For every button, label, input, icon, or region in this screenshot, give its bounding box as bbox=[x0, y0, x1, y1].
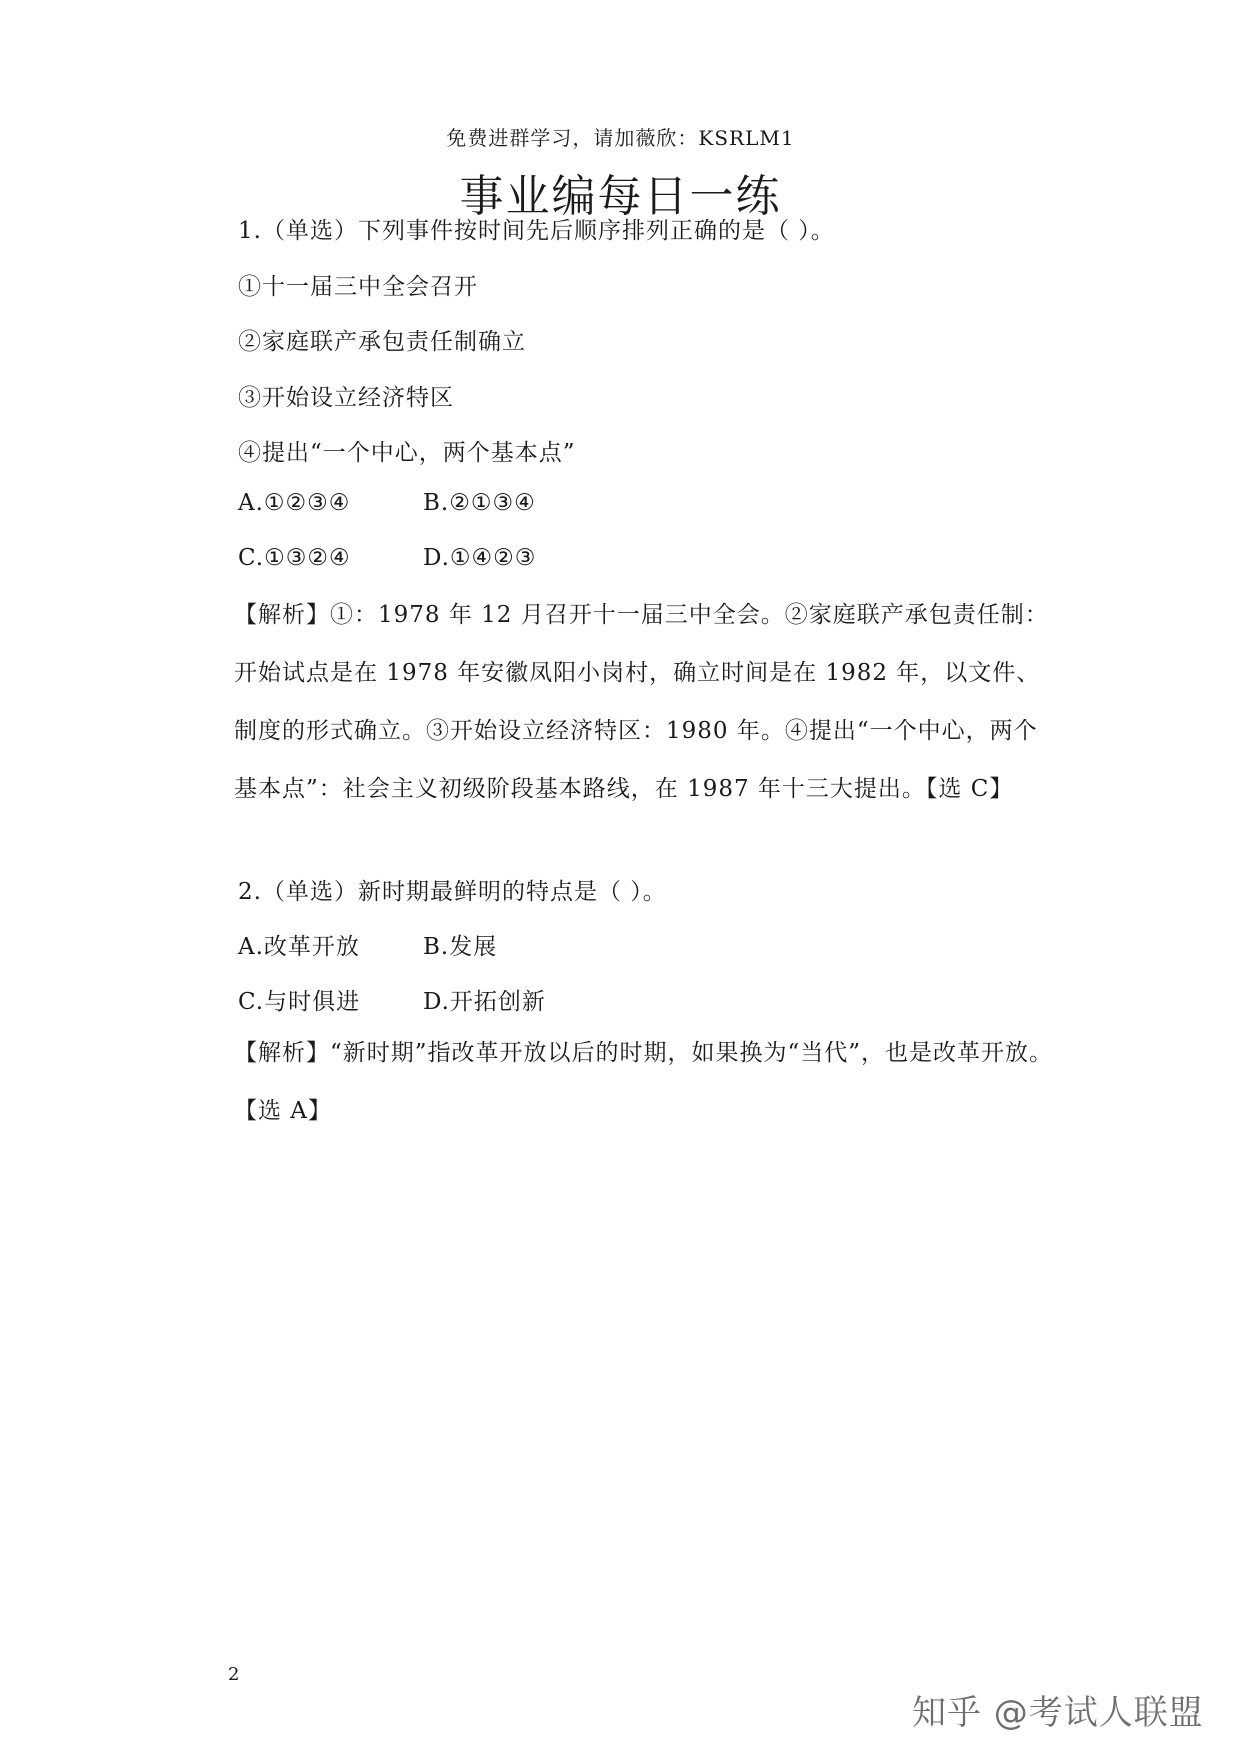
q1-option-b: B.②①③④ bbox=[423, 490, 536, 516]
q2-stem: 2.（单选）新时期最鲜明的特点是（ ）。 bbox=[238, 879, 667, 905]
q1-item-4: ④提出“一个中心，两个基本点” bbox=[238, 440, 576, 466]
q2-option-b: B.发展 bbox=[423, 934, 498, 960]
q2-option-c: C.与时俱进 bbox=[238, 989, 361, 1015]
page-title: 事业编每日一练 bbox=[459, 171, 782, 222]
zhihu-watermark: 知乎 @考试人联盟 bbox=[912, 1693, 1204, 1733]
q2-analysis bbox=[188, 1024, 1058, 1140]
q2-option-d: D.开拓创新 bbox=[423, 989, 546, 1015]
q2-option-a: A.改革开放 bbox=[238, 934, 360, 960]
q2-analysis-text: 【解析】“新时期”指改革开放以后的时期，如果换为“当代”，也是改革开放。【选 A】 bbox=[234, 1040, 1054, 1124]
q1-item-2: ②家庭联产承包责任制确立 bbox=[238, 329, 526, 355]
header-note: 免费进群学习，请加薇欣：KSRLM1 bbox=[446, 126, 795, 150]
q1-analysis-text: 【解析】①：1978 年 12 月召开十一届三中全会。②家庭联产承包责任制：开始试点是在 1978 年安徽凤阳小岗村，确立时间是在 1982 年，以文件、制度的形式确立。③开始设立经济特区：1980 年。④提出“一个中心，两个基本点”：社会主义初级阶段基本路线，在 1987 年十三大提出。【选 C】 bbox=[234, 602, 1049, 802]
q1-item-3: ③开始设立经济特区 bbox=[238, 385, 454, 411]
q1-stem: 1.（单选）下列事件按时间先后顺序排列正确的是（ ）。 bbox=[238, 218, 835, 244]
q1-option-d: D.①④②③ bbox=[423, 545, 537, 571]
q1-item-1: ①十一届三中全会召开 bbox=[238, 274, 478, 300]
page-number: 2 bbox=[228, 1664, 240, 1685]
q1-option-a: A.①②③④ bbox=[238, 490, 351, 516]
q1-option-c: C.①③②④ bbox=[238, 545, 351, 571]
q1-analysis bbox=[188, 586, 1058, 818]
